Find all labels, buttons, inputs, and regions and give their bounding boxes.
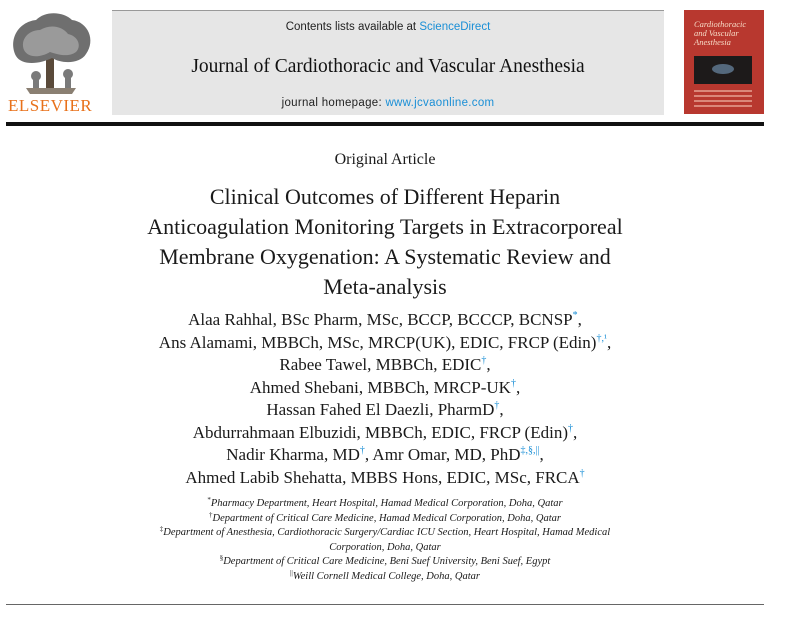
author-line [60, 309, 710, 332]
author-line [60, 377, 710, 400]
affiliation [120, 512, 650, 527]
affiliation-text: Weill Cornell Medical College, Doha, Qatar [292, 570, 480, 582]
masthead-divider [6, 122, 764, 126]
affiliation-marker[interactable]: † [359, 445, 365, 456]
author-line [60, 422, 710, 445]
affiliation-marker[interactable]: ‡,§,|| [520, 445, 540, 456]
author-separator: , [539, 445, 544, 464]
affiliation-mark: § [219, 554, 224, 562]
author-list [60, 309, 710, 489]
affiliation-list [120, 497, 650, 584]
article-title [80, 182, 690, 302]
affiliation-text: Department of Anesthesia, Cardiothoracic Surgery/Cardiac ICU Section, Heart Hospital, Hamad Medical [163, 527, 611, 538]
affiliation-mark: ‡ [159, 525, 164, 533]
author-line [60, 467, 710, 490]
author-name: Hassan Fahed El Daezli, PharmD [266, 400, 495, 419]
sciencedirect-link[interactable]: ScienceDirect [419, 21, 491, 33]
contents-availability-line [112, 21, 664, 33]
affiliation-text: Department of Critical Care Medicine, Beni Suef University, Beni Suef, Egypt [223, 556, 551, 567]
affiliation-continuation: Corporation, Doha, Qatar [329, 541, 441, 553]
journal-homepage-line [112, 97, 664, 109]
journal-title: Journal of Cardiothoracic and Vascular Anesthesia [191, 56, 585, 77]
author-separator: , [364, 445, 373, 464]
affiliation-mark: † [209, 510, 213, 519]
cover-title: Cardiothoracic and Vascular Anesthesia [694, 19, 747, 47]
author-line [60, 444, 710, 467]
page-divider [6, 604, 764, 605]
author-line [60, 399, 710, 422]
author-name: Ahmed Shebani, MBBCh, MRCP-UK [249, 377, 511, 397]
affiliation-marker[interactable]: † [510, 377, 516, 389]
author-line [60, 332, 710, 355]
author-separator: , [515, 377, 521, 397]
author-line [60, 354, 710, 377]
author-separator: , [486, 355, 491, 374]
journal-cover-thumbnail [684, 10, 764, 114]
author-separator: , [499, 400, 504, 419]
affiliation-text: Pharmacy Department, Heart Hospital, Hamad Medical Corporation, Doha, Qatar [210, 498, 563, 509]
title-line: Clinical Outcomes of Different Heparin [209, 184, 561, 209]
affiliation [120, 526, 650, 541]
title-line: Membrane Oxygenation: A Systematic Review and [159, 244, 611, 269]
elsevier-logo-text: ELSEVIER [8, 96, 93, 115]
affiliation-marker[interactable]: †,¹ [596, 332, 607, 344]
author-separator: , [573, 422, 578, 442]
affiliation-mark: || [290, 568, 293, 577]
contents-prefix: Contents lists available at [285, 21, 420, 33]
article-type: Original Article [334, 151, 436, 168]
affiliation-text: Department of Critical Care Medicine, Hamad Medical Corporation, Doha, Qatar [212, 512, 561, 524]
affiliation-marker[interactable]: † [568, 422, 573, 434]
affiliation [120, 555, 650, 570]
author-name: Nadir Kharma, MD [226, 445, 360, 464]
title-line: Meta-analysis [323, 274, 447, 299]
affiliation [120, 497, 650, 512]
author-name: Rabee Tawel, MBBCh, EDIC [279, 355, 482, 374]
author-separator: , [606, 332, 612, 352]
journal-homepage-link[interactable]: www.jcvaonline.com [385, 97, 495, 109]
affiliation-marker[interactable]: † [494, 400, 500, 411]
affiliation [120, 570, 650, 585]
author-separator: , [577, 310, 582, 329]
author-name: Amr Omar, MD, PhD [372, 445, 521, 464]
author-name: Ahmed Labib Shehatta, MBBS Hons, EDIC, MSc, FRCA [185, 467, 580, 487]
affiliation-mark: * [207, 496, 211, 504]
title-line: Anticoagulation Monitoring Targets in Extracorporeal [147, 214, 623, 239]
journal-banner [112, 10, 664, 115]
affiliation-marker[interactable]: † [579, 467, 585, 479]
affiliation-marker[interactable]: * [572, 310, 578, 321]
journal-masthead [0, 0, 800, 130]
author-name: Alaa Rahhal, BSc Pharm, MSc, BCCP, BCCCP, BCNSP [188, 310, 573, 329]
cover-text-lines [694, 90, 752, 110]
author-name: Abdurrahmaan Elbuzidi, MBBCh, EDIC, FRCP (Edin) [192, 422, 568, 442]
cover-image [694, 56, 752, 84]
author-name: Ans Alamami, MBBCh, MSc, MRCP(UK), EDIC, FRCP (Edin) [158, 332, 597, 352]
affiliation-marker[interactable]: † [481, 355, 487, 366]
homepage-prefix: journal homepage: [281, 97, 386, 109]
